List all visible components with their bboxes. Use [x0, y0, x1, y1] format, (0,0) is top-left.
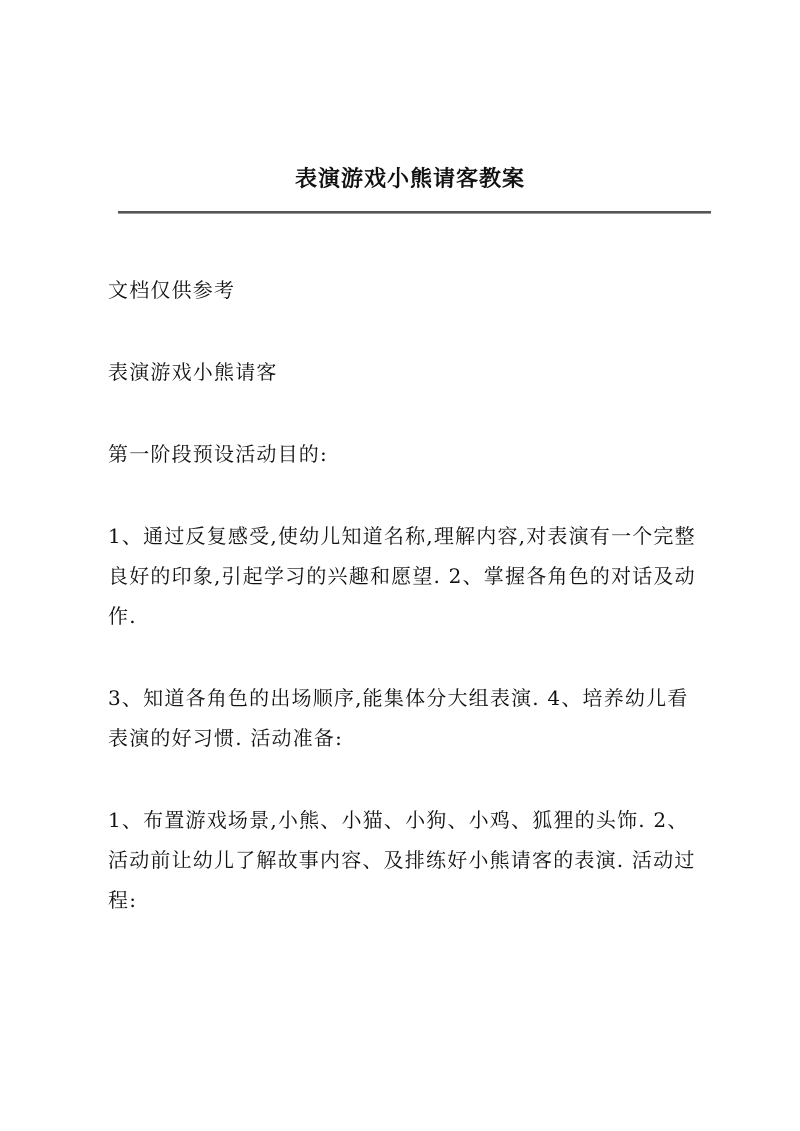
- body-paragraph: 1、通过反复感受,使幼儿知道名称,理解内容,对表演有一个完整良好的印象,引起学习的兴趣和愿望. 2、掌握各角色的对话及动作.: [108, 524, 696, 628]
- document-body: [108, 270, 708, 962]
- title-divider: [118, 211, 711, 214]
- body-paragraph: 第一阶段预设活动目的:: [108, 442, 328, 466]
- body-paragraph: 1、布置游戏场景,小熊、小猫、小狗、小鸡、狐狸的头饰. 2、活动前让幼儿了解故事内容、及排练好小熊请客的表演. 活动过程:: [108, 808, 696, 912]
- body-paragraph: 3、知道各角色的出场顺序,能集体分大组表演. 4、培养幼儿看表演的好习惯. 活动准备:: [108, 686, 689, 750]
- document-title: 表演游戏小熊请客教案: [294, 166, 525, 192]
- body-paragraph: 文档仅供参考: [108, 278, 236, 302]
- body-paragraph: 表演游戏小熊请客: [108, 360, 278, 384]
